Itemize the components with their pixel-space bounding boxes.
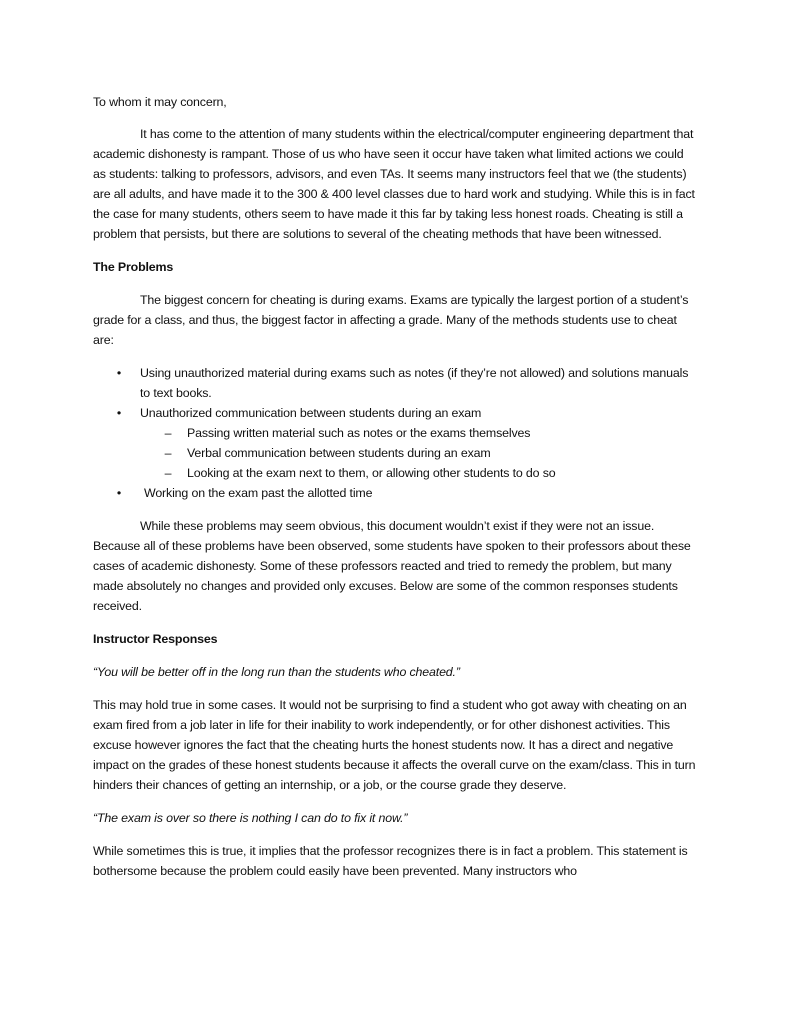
sub-list-item bbox=[140, 423, 697, 443]
sub-list-item bbox=[140, 443, 697, 463]
sub-list-item-text: Verbal communication between students during an exam bbox=[187, 446, 491, 460]
list-item-text: Unauthorized communication between students during an exam bbox=[140, 406, 482, 420]
bullet-icon: • bbox=[116, 366, 122, 380]
list-item bbox=[93, 363, 697, 403]
response-paragraph-2: While sometimes this is true, it implies that the professor recognizes there is in fact a problem. This statement is bothersome because the problem could easily have been prevented. Many instructors who bbox=[93, 844, 688, 878]
sub-list-item-text: Passing written material such as notes or the exams themselves bbox=[187, 426, 531, 440]
list-item bbox=[93, 483, 697, 503]
bullet-icon: • bbox=[116, 486, 122, 500]
list-item-text: Using unauthorized material during exams such as notes (if they’re not allowed) and solutions manuals to text books. bbox=[140, 366, 689, 400]
greeting: To whom it may concern, bbox=[93, 95, 227, 109]
dash-icon: – bbox=[164, 466, 172, 480]
dash-icon: – bbox=[164, 446, 172, 460]
response-paragraph-1: This may hold true in some cases. It would not be surprising to find a student who got away with cheating on an exam fired from a job later in life for their inability to work independently, or for other dishonest activities. This excuse however ignores the fact that the cheating hurts the honest students now. It has a direct and negative impact on the grades of these honest students because it affects the overall curve on the exam/class. This in turn hinders their chances of getting an internship, or a job, or the course grade they deserve. bbox=[93, 698, 696, 792]
document-body bbox=[93, 92, 697, 881]
dash-icon: – bbox=[164, 426, 172, 440]
list-item bbox=[93, 403, 697, 483]
problems-followup-paragraph: While these problems may seem obvious, this document wouldn’t exist if they were not an issue. Because all of these problems have been observed, some students have spoken to their professors about these cases of academic dishonesty. Some of these professors reacted and tried to remedy the problem, but many made absolutely no changes and provided only excuses. Below are some of the common responses students received. bbox=[93, 519, 691, 613]
communication-sublist bbox=[140, 423, 697, 483]
instructor-quote-2: “The exam is over so there is nothing I can do to fix it now.” bbox=[93, 811, 408, 825]
cheating-methods-list bbox=[93, 363, 697, 503]
section-heading-responses: Instructor Responses bbox=[93, 632, 218, 646]
list-item-text: Working on the exam past the allotted time bbox=[144, 486, 373, 500]
bullet-icon: • bbox=[116, 406, 122, 420]
sub-list-item bbox=[140, 463, 697, 483]
section-heading-problems: The Problems bbox=[93, 260, 174, 274]
problems-intro-paragraph: The biggest concern for cheating is during exams. Exams are typically the largest portion of a student’s grade for a class, and thus, the biggest factor in affecting a grade. Many of the methods students use to cheat are: bbox=[93, 293, 689, 347]
instructor-quote-1: “You will be better off in the long run than the students who cheated.” bbox=[93, 665, 460, 679]
intro-paragraph: It has come to the attention of many students within the electrical/computer engineering department that academic dishonesty is rampant. Those of us who have seen it occur have taken what limited actions we could as students: talking to professors, advisors, and even TAs. It seems many instructors feel that we (the students) are all adults, and have made it to the 300 & 400 level classes due to hard work and studying. While this is in fact the case for many students, others seem to have made it this far by taking less honest roads. Cheating is still a problem that persists, but there are solutions to several of the cheating methods that have been witnessed. bbox=[93, 127, 695, 241]
sub-list-item-text: Looking at the exam next to them, or allowing other students to do so bbox=[187, 466, 556, 480]
